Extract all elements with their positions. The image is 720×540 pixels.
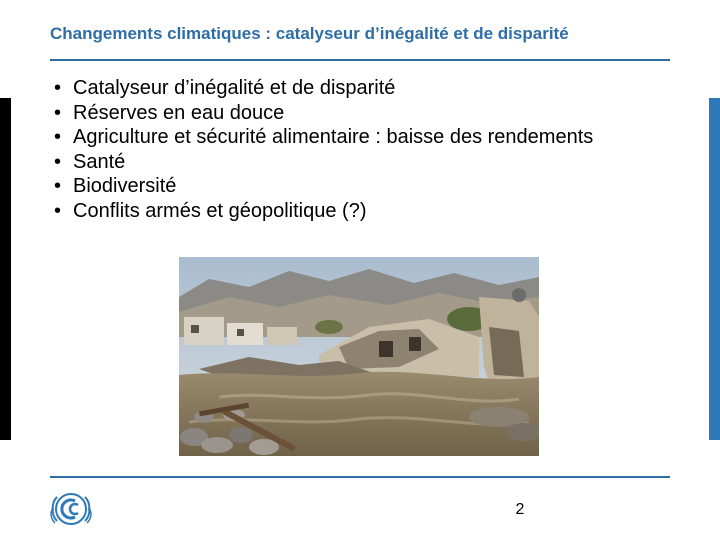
page-number: 2 — [515, 501, 525, 518]
unfccc-logo — [47, 489, 95, 529]
left-side-bar — [0, 98, 11, 440]
bullet-item: • Biodiversité — [50, 174, 660, 199]
right-side-bar — [709, 98, 720, 440]
flood-damage-photo — [179, 257, 539, 456]
bullet-item: • Réserves en eau douce — [50, 101, 660, 126]
bullet-item: • Santé — [50, 150, 660, 175]
bullet-item: • Catalyseur d’inégalité et de disparité — [50, 76, 660, 101]
slide-title: Changements climatiques : catalyseur d’inégalité et de disparité — [50, 24, 569, 43]
bullet-item: • Agriculture et sécurité alimentaire : baisse des rendements — [50, 125, 660, 150]
title-divider — [50, 59, 670, 61]
bullet-list — [50, 76, 660, 223]
footer-divider — [50, 476, 670, 478]
bullet-item: • Conflits armés et géopolitique (?) — [50, 199, 660, 224]
